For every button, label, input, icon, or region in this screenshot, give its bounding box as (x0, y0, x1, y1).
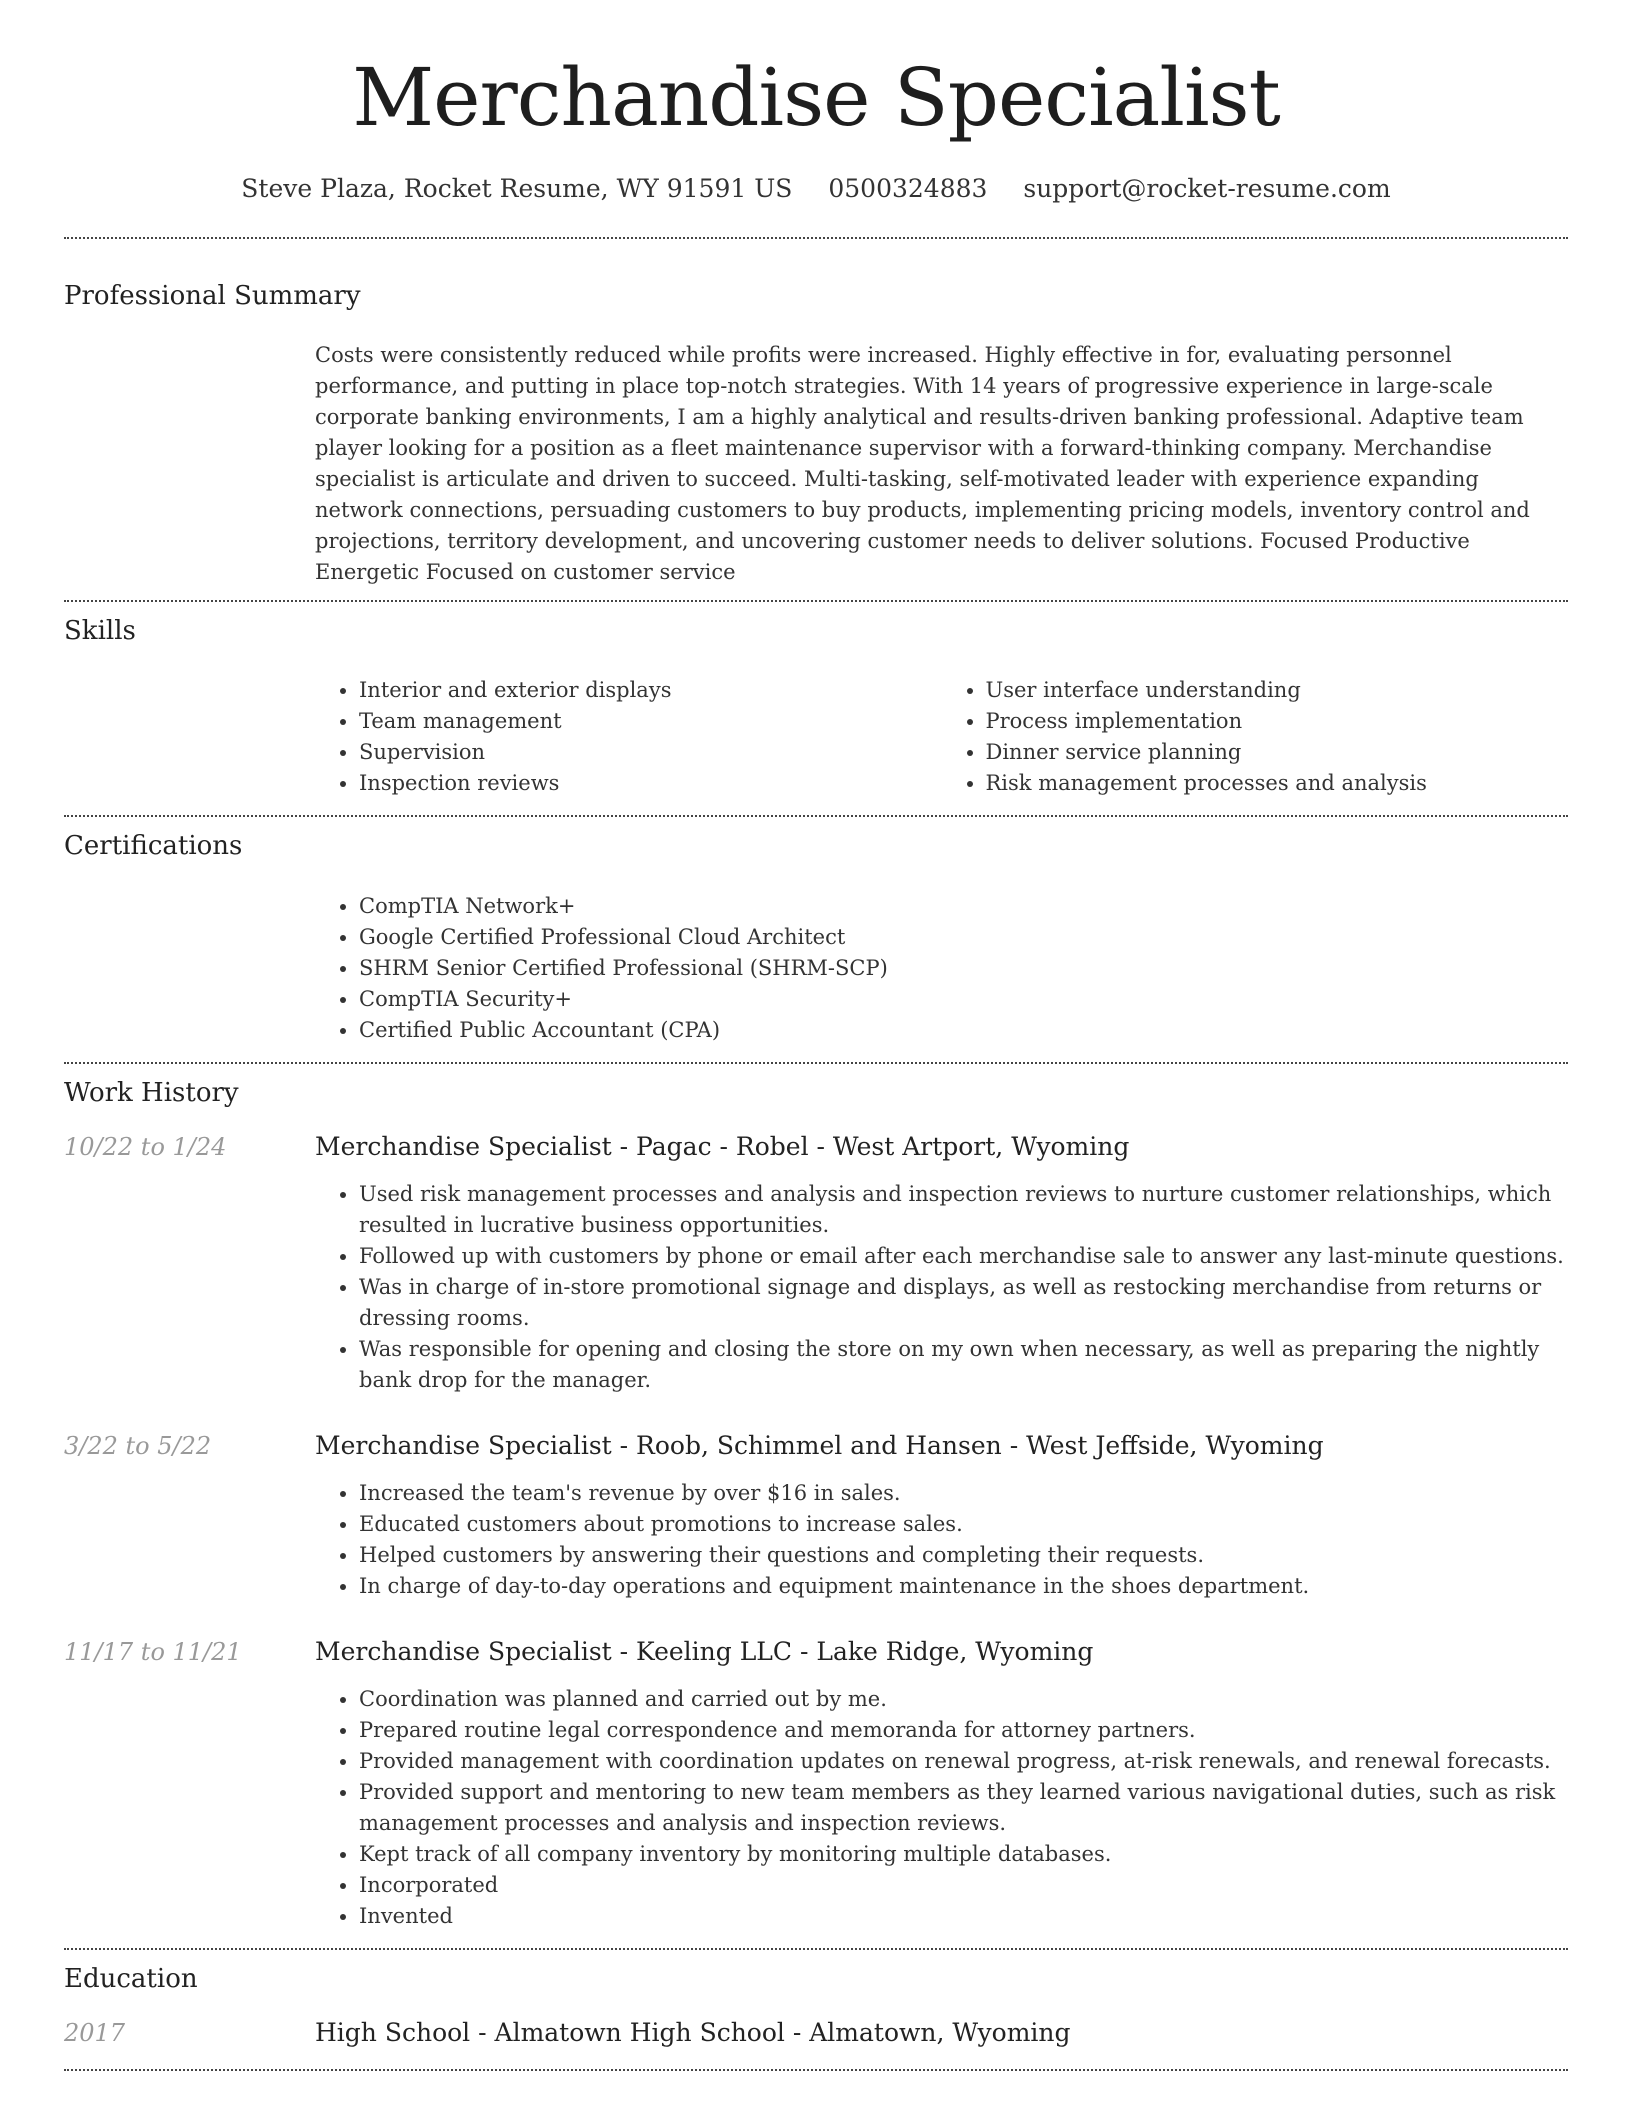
job-dates: 10/22 to 1/24 (64, 1132, 227, 1161)
list-item: • Interior and exterior displays (359, 675, 942, 706)
list-item: • Was responsible for opening and closing the store on my own when necessary, as well as preparing the nightly bank drop for the manager. (359, 1334, 1568, 1396)
job-bullets (315, 1478, 1568, 1602)
list-item: • Process implementation (986, 706, 1569, 737)
summary-heading: Professional Summary (64, 281, 361, 311)
summary-section (64, 239, 1568, 600)
resume-header (64, 0, 1568, 203)
list-item: • Coordination was planned and carried out by me. (359, 1684, 1568, 1715)
job-entry (64, 1131, 1568, 1396)
list-item: • Was in charge of in-store promotional signage and displays, as well as restocking merchandise from returns or dressing rooms. (359, 1272, 1568, 1334)
list-item: • Risk management processes and analysis (986, 768, 1569, 799)
list-item: • CompTIA Network+ (359, 891, 1568, 922)
job-dates: 3/22 to 5/22 (64, 1431, 212, 1460)
job-details (315, 1131, 1568, 1396)
list-item: • User interface understanding (986, 675, 1569, 706)
certifications-list (315, 891, 1568, 1046)
job-bullets (315, 1684, 1568, 1932)
certifications-section (64, 817, 1568, 1061)
list-item: • Kept track of all company inventory by monitoring multiple databases. (359, 1839, 1568, 1870)
list-item: • SHRM Senior Certified Professional (SHRM-SCP) (359, 953, 1568, 984)
contact-phone: 0500324883 (828, 174, 988, 203)
education-heading: Education (64, 1963, 198, 1994)
work-history-heading: Work History (64, 1077, 239, 1108)
job-entry (64, 1430, 1568, 1602)
list-item: • Dinner service planning (986, 737, 1569, 768)
job-position: Merchandise Specialist - Pagac - Robel - West Artport, Wyoming (315, 1131, 1130, 1161)
skills-columns (64, 675, 1568, 815)
summary-text: Costs were consistently reduced while profits were increased. Highly effective in for, evaluating personnel performance, and putting in place top-notch strategies. With 14 years of progressive experience in large-scale corporate banking environments, I am a highly analytical and results-driven banking professional. Adaptive team player looking for a position as a fleet maintenance supervisor with a forward-thinking company. Merchandise specialist is articulate and driven to succeed. Multi-tasking, self-motivated leader with experience expanding network connections, persuading customers to buy products, implementing pricing models, inventory control and projections, territory development, and uncovering customer needs to deliver solutions. Focused Productive Energetic Focused on customer service (315, 343, 1530, 585)
education-entry (64, 2017, 1568, 2049)
list-item: • Certified Public Accountant (CPA) (359, 1015, 1568, 1046)
list-item: • Provided management with coordination updates on renewal progress, at-risk renewals, and renewal forecasts. (359, 1746, 1568, 1777)
list-item: • Provided support and mentoring to new team members as they learned various navigational duties, such as risk management processes and analysis and inspection reviews. (359, 1777, 1568, 1839)
job-entry (64, 1636, 1568, 1932)
list-item: • Helped customers by answering their questions and completing their requests. (359, 1540, 1568, 1571)
job-position: Merchandise Specialist - Roob, Schimmel and Hansen - West Jeffside, Wyoming (315, 1430, 1324, 1460)
page-title: Merchandise Specialist (352, 51, 1280, 144)
contact-address: Steve Plaza, Rocket Resume, WY 91591 US (241, 174, 793, 203)
skills-section (64, 602, 1568, 815)
list-item: • Team management (359, 706, 942, 737)
list-item: • Incorporated (359, 1870, 1568, 1901)
contact-line (64, 174, 1568, 203)
list-item: • Increased the team's revenue by over $16 in sales. (359, 1478, 1568, 1509)
skills-list-left (315, 675, 942, 799)
job-bullets (315, 1179, 1568, 1396)
skills-list-right (942, 675, 1569, 799)
list-item: • Followed up with customers by phone or email after each merchandise sale to answer any last-minute questions. (359, 1241, 1568, 1272)
certifications-list-wrap (64, 891, 1568, 1062)
list-item: • CompTIA Security+ (359, 984, 1568, 1015)
list-item: • Prepared routine legal correspondence and memoranda for attorney partners. (359, 1715, 1568, 1746)
job-details (315, 1430, 1568, 1602)
list-item: • Invented (359, 1901, 1568, 1932)
education-school: High School - Almatown High School - Almatown, Wyoming (315, 2017, 1071, 2047)
list-item: • Educated customers about promotions to increase sales. (359, 1509, 1568, 1540)
contact-email: support@rocket-resume.com (1023, 174, 1391, 203)
divider (64, 2069, 1568, 2071)
list-item: • Supervision (359, 737, 942, 768)
education-year: 2017 (64, 2018, 126, 2047)
education-details (315, 2017, 1568, 2049)
list-item: • Google Certified Professional Cloud Architect (359, 922, 1568, 953)
job-details (315, 1636, 1568, 1932)
certifications-heading: Certifications (64, 831, 243, 862)
list-item: • In charge of day-to-day operations and equipment maintenance in the shoes department. (359, 1571, 1568, 1602)
skills-heading: Skills (64, 616, 136, 647)
job-position: Merchandise Specialist - Keeling LLC - Lake Ridge, Wyoming (315, 1636, 1094, 1666)
work-history-section (64, 1064, 1568, 1948)
list-item: • Used risk management processes and analysis and inspection reviews to nurture customer relationships, which resulted in lucrative business opportunities. (359, 1179, 1568, 1241)
list-item: • Inspection reviews (359, 768, 942, 799)
job-dates: 11/17 to 11/21 (64, 1637, 242, 1666)
education-section (64, 1950, 1568, 2069)
